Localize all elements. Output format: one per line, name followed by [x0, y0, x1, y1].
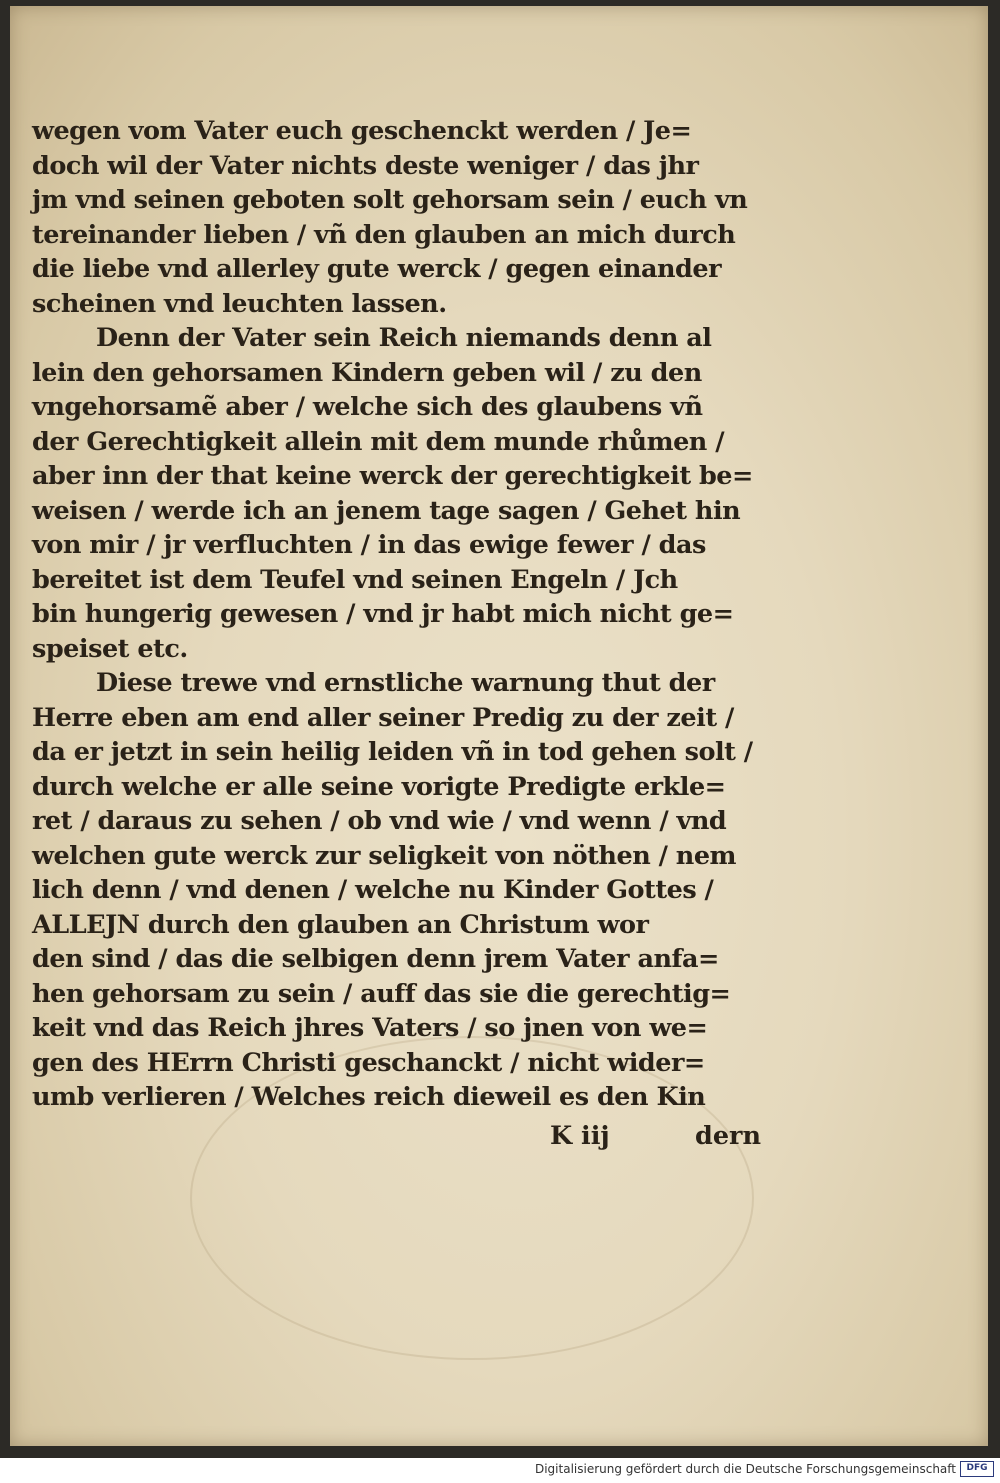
text-line-content: Diese trewe vnd ernstliche warnung thut der	[96, 668, 715, 698]
text-line-content: bin hungerig gewesen / vnd jr habt mich nicht ge=	[32, 599, 734, 629]
text-line	[32, 528, 772, 563]
text-line-content: die liebe vnd allerley gute werck / gegen einander	[32, 254, 722, 284]
text-line	[32, 873, 772, 908]
text-line-content: tereinander lieben / vñ den glauben an mich durch	[32, 219, 736, 250]
text-line	[32, 321, 772, 356]
text-line-content: welchen gute werck zur seligkeit von nöthen / nem	[32, 840, 737, 871]
text-line	[32, 839, 772, 874]
text-line-content: da er jetzt in sein heilig leiden vñ in tod gehen solt /	[32, 737, 753, 767]
text-line-content: scheinen vnd leuchten lassen.	[32, 288, 447, 319]
text-line	[32, 287, 772, 322]
text-line-content: doch wil der Vater nichts deste weniger / das jhr	[32, 150, 699, 181]
text-line	[32, 804, 772, 839]
text-line-content: Denn der Vater sein Reich niemands denn al	[96, 323, 712, 353]
text-line-content: aber inn der that keine werck der gerechtigkeit be=	[32, 461, 753, 491]
text-line-content: umb verlieren / Welches reich dieweil es den Kin	[32, 1082, 706, 1112]
text-line	[32, 597, 772, 632]
text-line	[32, 1011, 772, 1046]
text-line	[32, 356, 772, 391]
text-line	[32, 735, 772, 770]
text-line-content: lich denn / vnd denen / welche nu Kinder Gottes /	[32, 875, 714, 905]
text-line-content: jm vnd seinen geboten solt gehorsam sein / euch vn	[32, 185, 748, 215]
text-line	[32, 218, 772, 253]
text-line	[32, 252, 772, 287]
catchword: dern	[695, 1121, 762, 1151]
text-line-content: speiset etc.	[32, 633, 188, 664]
text-line	[32, 114, 772, 149]
text-line-content: von mir / jr verfluchten / in das ewige fewer / das	[32, 530, 706, 560]
text-line	[32, 666, 772, 701]
text-line	[32, 1046, 772, 1081]
text-line	[32, 149, 772, 184]
book-page	[10, 6, 988, 1446]
text-line-content: durch welche er alle seine vorigte Predigte erkle=	[32, 771, 726, 802]
signature-mark: K iij	[550, 1121, 610, 1151]
text-line	[32, 494, 772, 529]
text-line	[32, 183, 772, 218]
text-line-content: ALLEJN durch den glauben an Christum wor	[32, 909, 649, 940]
text-line	[32, 459, 772, 494]
text-line-content: bereitet ist dem Teufel vnd seinen Engeln / Jch	[32, 564, 678, 595]
text-line-content: weisen / werde ich an jenem tage sagen / Gehet hin	[32, 495, 741, 526]
dfg-logo: DFG	[960, 1461, 994, 1477]
text-line-content: hen gehorsam zu sein / auff das sie die gerechtig=	[32, 978, 731, 1009]
text-line	[32, 977, 772, 1012]
text-line	[32, 908, 772, 943]
text-line	[32, 632, 772, 667]
footer	[0, 1458, 1000, 1483]
text-line-content: Herre eben am end aller seiner Predig zu der zeit /	[32, 702, 734, 733]
text-line	[32, 942, 772, 977]
text-line	[32, 425, 772, 460]
text-line-content: den sind / das die selbigen denn jrem Vater anfa=	[32, 944, 719, 974]
text-line-content: wegen vom Vater euch geschenckt werden / Je=	[32, 116, 692, 146]
text-line-content: ret / daraus zu sehen / ob vnd wie / vnd wenn / vnd	[32, 806, 727, 836]
text-line	[32, 1080, 772, 1115]
text-line	[32, 390, 772, 425]
text-block	[32, 114, 772, 1115]
text-line-content: lein den gehorsamen Kindern geben wil / zu den	[32, 357, 702, 388]
text-line-content: gen des HErrn Christi geschanckt / nicht wider=	[32, 1047, 705, 1078]
text-line-content: keit vnd das Reich jhres Vaters / so jnen von we=	[32, 1013, 708, 1043]
text-line	[32, 563, 772, 598]
text-line-content: vngehorsamẽ aber / welche sich des glaubens vñ	[32, 392, 703, 422]
funding-credit: Digitalisierung gefördert durch die Deutsche Forschungsgemeinschaft	[534, 1462, 956, 1476]
text-line	[32, 701, 772, 736]
text-line	[32, 770, 772, 805]
text-line-content: der Gerechtigkeit allein mit dem munde rhůmen /	[32, 426, 725, 457]
